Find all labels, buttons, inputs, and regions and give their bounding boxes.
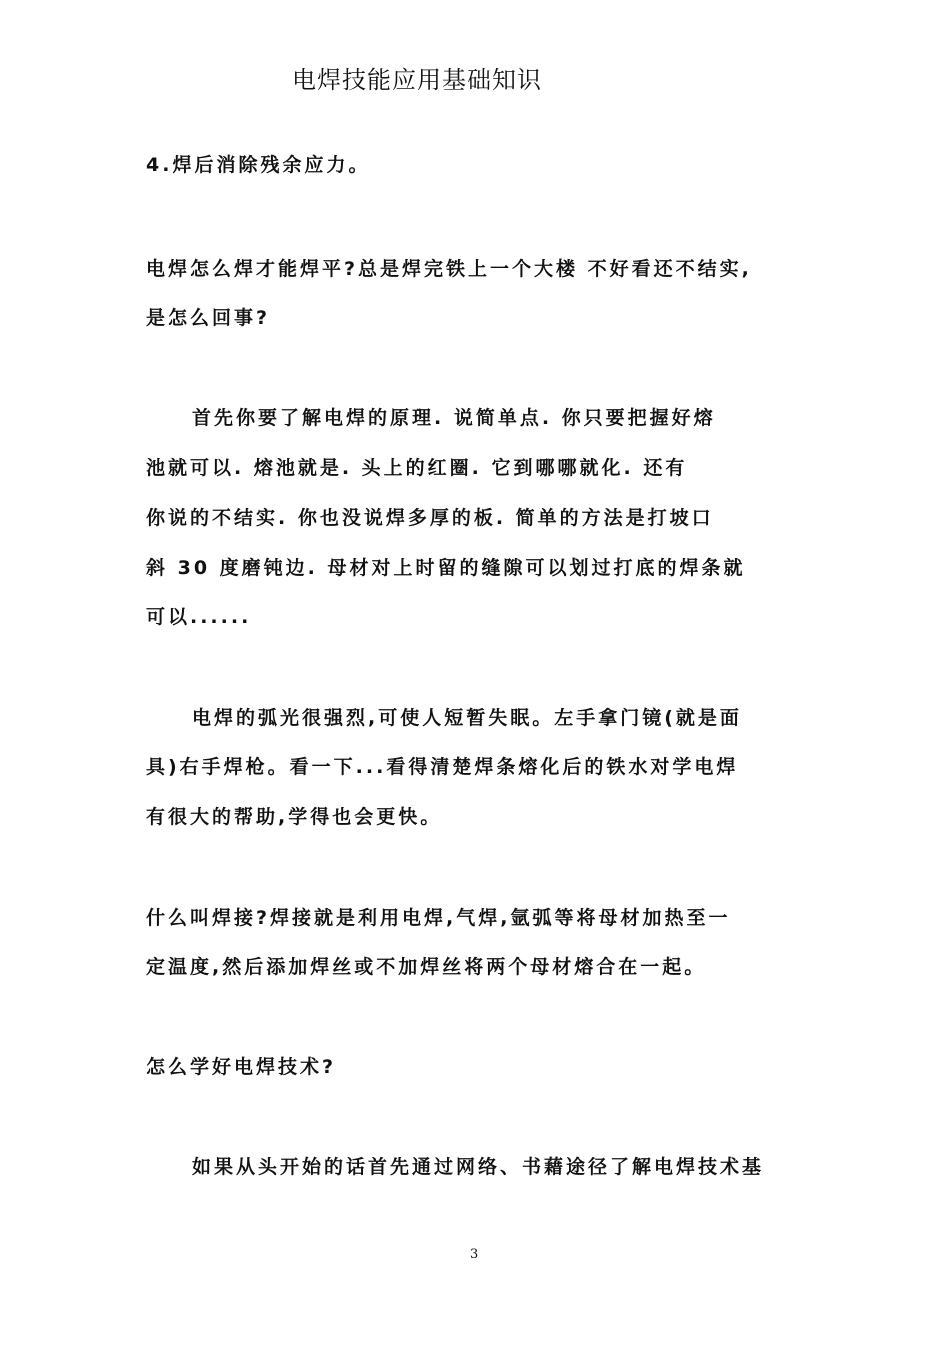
answer-line-1: 首先你要了解电焊的原理. 说简单点. 你只要把握好熔 (192, 407, 716, 429)
question-line-2: 是怎么回事? (146, 307, 271, 329)
answer-line-5: 可以...... (146, 606, 252, 628)
learning-line-1: 如果从头开始的话首先通过网络、书藉途径了解电焊技术基 (192, 1156, 765, 1178)
how-to-learn-heading: 怎么学好电焊技术? (146, 1056, 337, 1078)
arc-light-line-2: 具)右手焊枪。看一下...看得清楚焊条熔化后的铁水对学电焊 (146, 756, 739, 778)
answer-line-4: 斜 30 度磨钝边. 母材对上时留的缝隙可以划过打底的焊条就 (146, 557, 746, 579)
paragraph-line-residual-stress: 4.焊后消除残余应力。 (146, 154, 371, 176)
arc-light-line-3: 有很大的帮助,学得也会更快。 (146, 806, 443, 828)
answer-line-2: 池就可以. 熔池就是. 头上的红圈. 它到哪哪就化. 还有 (146, 457, 688, 479)
definition-line-1: 什么叫焊接?焊接就是利用电焊,气焊,氩弧等将母材加热至一 (146, 907, 731, 929)
answer-line-3: 你说的不结实. 你也没说焊多厚的板. 简单的方法是打坡口 (146, 507, 714, 529)
question-line-1: 电焊怎么焊才能焊平?总是焊完铁上一个大楼 不好看还不结实, (146, 258, 752, 280)
arc-light-line-1: 电焊的弧光很强烈,可使人短暂失眠。左手拿门镜(就是面 (192, 707, 742, 729)
page-number: 3 (470, 1247, 479, 1262)
document-title: 电焊技能应用基础知识 (292, 66, 542, 94)
definition-line-2: 定温度,然后添加焊丝或不加焊丝将两个母材熔合在一起。 (146, 956, 707, 978)
